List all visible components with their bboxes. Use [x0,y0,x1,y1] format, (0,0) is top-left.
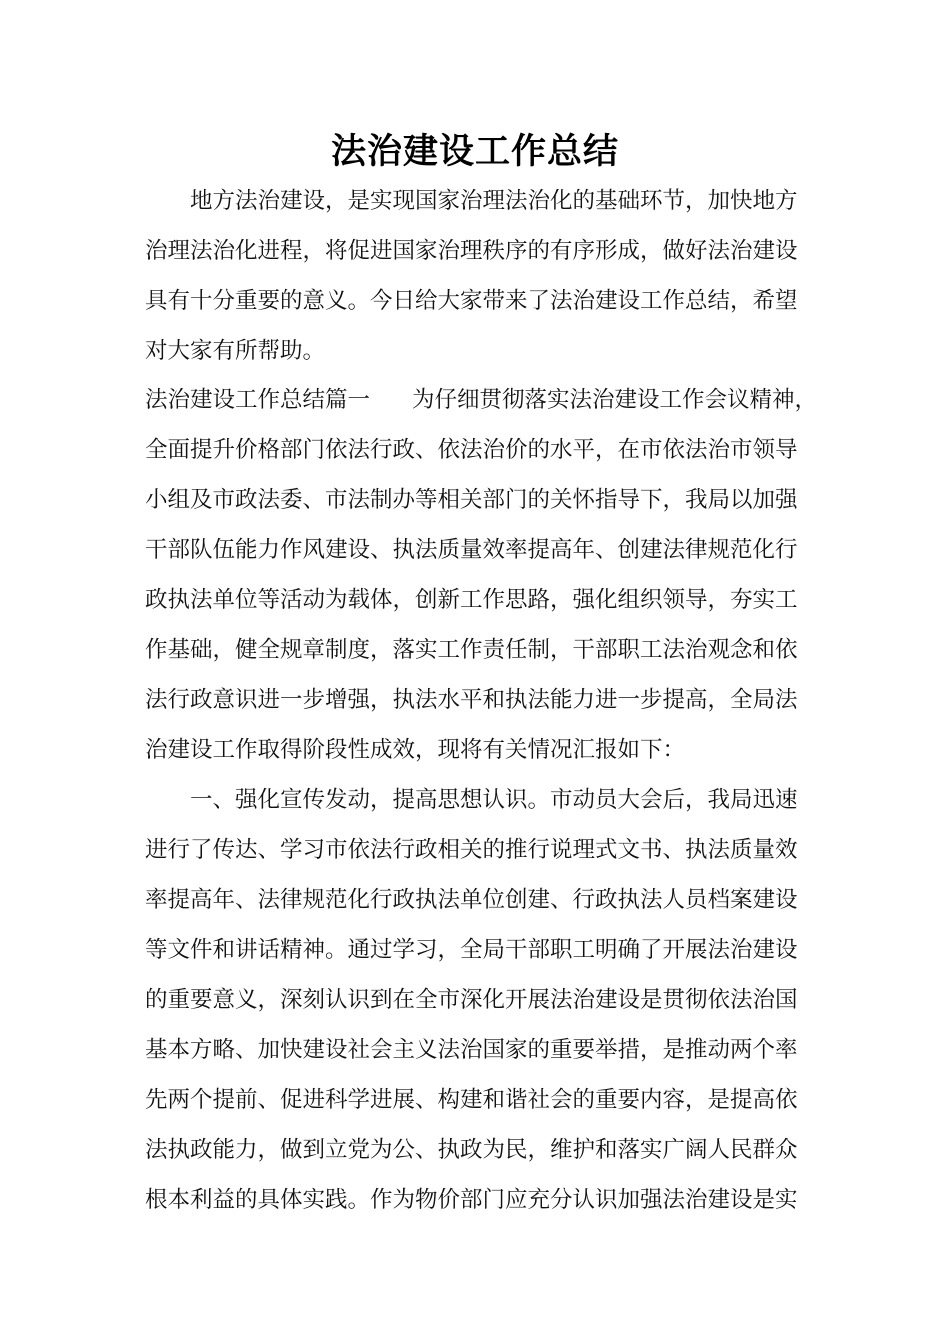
paragraph-line: 的重要意义，深刻认识到在全市深化开展法治建设是贯彻依法治国 [145,987,798,1013]
paragraph-line: 根本利益的具体实践。作为物价部门应充分认识加强法治建设是实 [145,1187,798,1213]
paragraph-line: 治建设工作取得阶段性成效，现将有关情况汇报如下： [145,737,686,763]
section-heading: 法治建设工作总结篇一 [145,387,371,413]
paragraph-line: 全面提升价格部门依法行政、依法治价的水平，在市依法治市领导 [145,437,798,463]
section-intro-text: 为仔细贯彻落实法治建设工作会议精神， [412,387,818,413]
document-title: 法治建设工作总结 [330,131,619,172]
paragraph-line: 干部队伍能力作风建设、执法质量效率提高年、创建法律规范化行 [145,537,798,563]
section-heading-line [145,380,817,420]
paragraph-line: 地方法治建设，是实现国家治理法治化的基础环节，加快地方 [190,188,798,214]
paragraph-line: 法执政能力，做到立党为公、执政为民，维护和落实广阔人民群众 [145,1137,798,1163]
paragraph-line: 率提高年、法律规范化行政执法单位创建、行政执法人员档案建设 [145,887,798,913]
paragraph-line: 政执法单位等活动为载体，创新工作思路，强化组织领导，夯实工 [145,587,798,613]
paragraph-line: 对大家有所帮助。 [145,338,326,364]
paragraph-line: 小组及市政法委、市法制办等相关部门的关怀指导下，我局以加强 [145,487,798,513]
paragraph-line: 一、强化宣传发动，提高思想认识。市动员大会后，我局迅速 [190,787,798,813]
paragraph-line: 基本方略、加快建设社会主义法治国家的重要举措，是推动两个率 [145,1037,798,1063]
paragraph-line: 等文件和讲话精神。通过学习，全局干部职工明确了开展法治建设 [145,937,798,963]
paragraph-line: 法行政意识进一步增强，执法水平和执法能力进一步提高，全局法 [145,687,798,713]
paragraph-line: 进行了传达、学习市依法行政相关的推行说理式文书、执法质量效 [145,837,798,863]
paragraph-line: 具有十分重要的意义。今日给大家带来了法治建设工作总结，希望 [145,288,798,314]
paragraph-line: 作基础，健全规章制度，落实工作责任制，干部职工法治观念和依 [145,637,798,663]
paragraph-line: 治理法治化进程，将促进国家治理秩序的有序形成，做好法治建设 [145,238,798,264]
paragraph-line: 先两个提前、促进科学进展、构建和谐社会的重要内容，是提高依 [145,1087,798,1113]
